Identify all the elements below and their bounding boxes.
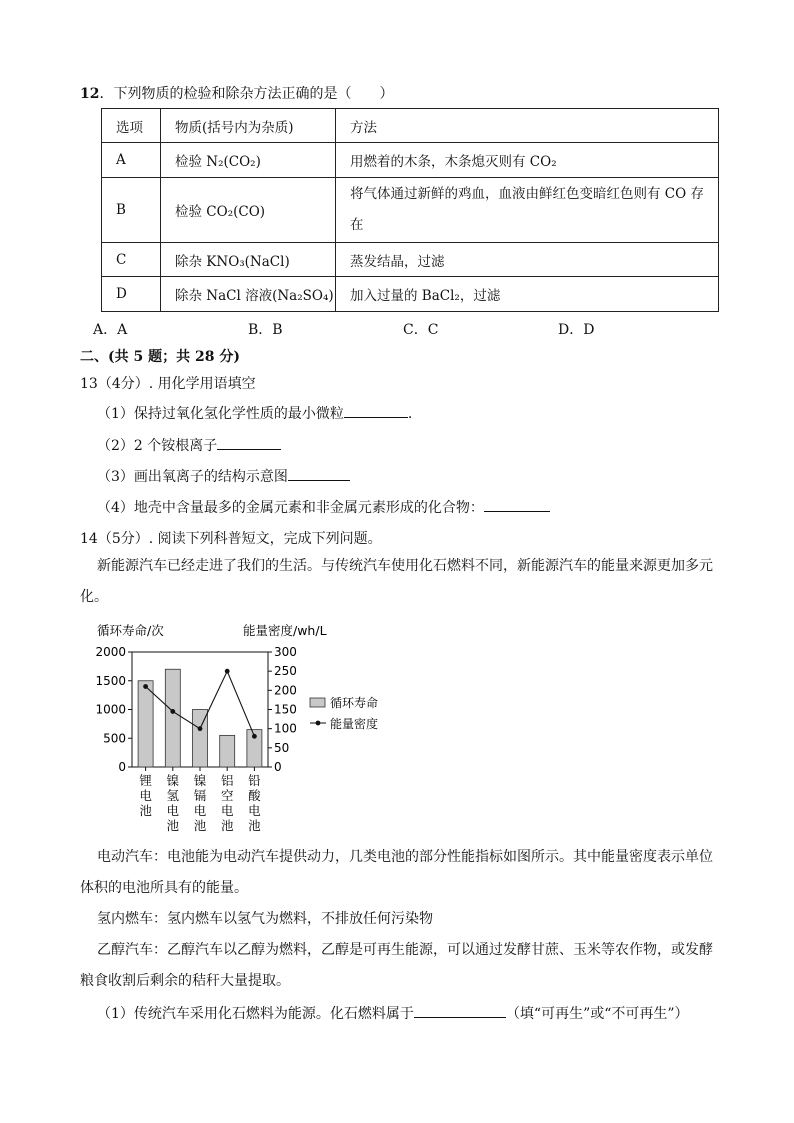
- q13-item-3: [97, 466, 350, 486]
- row-option: D: [102, 277, 161, 312]
- row-option: C: [102, 243, 161, 277]
- category-label-char: 池: [193, 818, 207, 833]
- right-tick-label: 150: [274, 702, 297, 717]
- right-tick-label: 300: [274, 645, 297, 659]
- table-row: [102, 277, 719, 312]
- category-label-char: 池: [220, 818, 234, 833]
- answer-blank[interactable]: [414, 1003, 506, 1018]
- q13-item-1: [97, 403, 412, 423]
- energy-density-point: [143, 684, 148, 689]
- category-label-char: 池: [166, 818, 180, 833]
- q14-hydrogen: 氢内燃车：氢内燃车以氢气为燃料，不排放任何污染物: [97, 911, 433, 927]
- battery-chart: [90, 618, 420, 843]
- table-row: [102, 243, 719, 277]
- q13-stem: 13（4分）. 用化学用语填空: [80, 376, 256, 392]
- right-axis-label: 能量密度/wh/L: [243, 623, 327, 638]
- choice-d[interactable]: D．D: [558, 322, 595, 338]
- q13-item-1-text: （1）保持过氧化氢化学性质的最小微粒: [97, 406, 344, 422]
- category-label-char: 池: [139, 803, 152, 818]
- right-tick-label: 250: [274, 664, 297, 679]
- q13-item-1-end: .: [407, 406, 413, 422]
- left-tick-label: 0: [118, 760, 126, 774]
- legend-bar-swatch: [310, 698, 325, 707]
- table-row: [102, 178, 719, 243]
- q14-sub-1-suffix: （填“可再生”或“不可再生”）: [505, 1006, 689, 1022]
- answer-blank[interactable]: [288, 466, 350, 481]
- q12-table: [101, 108, 719, 312]
- category-label-char: 空: [220, 788, 234, 803]
- category-label-char: 电: [220, 803, 234, 818]
- q13-item-2-text: （2）2 个铵根离子: [97, 438, 218, 454]
- category-label-char: 电: [248, 803, 261, 818]
- row-substance: 检验 CO₂(CO): [161, 178, 336, 243]
- bar: [220, 735, 235, 767]
- choice-c[interactable]: C．C: [403, 322, 439, 338]
- header-substance: 物质(括号内为杂质): [161, 109, 336, 143]
- category-label-char: 铝: [220, 773, 234, 788]
- q13-item-3-text: （3）画出氧离子的结构示意图: [97, 469, 288, 485]
- q13-item-4-text: （4）地壳中含量最多的金属元素和非金属元素形成的化合物：: [97, 500, 484, 516]
- category-label-char: 酸: [248, 788, 261, 803]
- plot-area: [95, 645, 296, 833]
- left-tick-label: 2000: [95, 645, 126, 659]
- row-substance: 检验 N₂(CO₂): [161, 143, 336, 178]
- q14-intro: 新能源汽车已经走进了我们的生活。与传统汽车使用化石燃料不同，新能源汽车的能量来源更加多元化。: [80, 558, 713, 605]
- energy-density-point: [252, 734, 257, 739]
- section-heading: 二、(共 5 题；共 28 分): [80, 349, 240, 365]
- row-method: 加入过量的 BaCl₂，过滤: [336, 277, 719, 312]
- right-tick-label: 50: [274, 740, 290, 755]
- right-tick-label: 200: [274, 683, 297, 698]
- q14-sub-1-prefix: （1）传统汽车采用化石燃料为能源。化石燃料属于: [97, 1006, 414, 1022]
- row-option: A: [102, 143, 161, 178]
- row-method: 用燃着的木条，木条熄灭则有 CO₂: [336, 143, 719, 178]
- q14-electric: 电动汽车：电池能为电动汽车提供动力，几类电池的部分性能指标如图所示。其中能量密度表示单位体积的电池所具有的能量。: [80, 849, 713, 896]
- table-row: [102, 143, 719, 178]
- left-tick-label: 1500: [95, 673, 126, 688]
- category-label-char: 锂: [139, 773, 152, 788]
- energy-density-point: [225, 669, 230, 674]
- category-label-char: 电: [139, 788, 152, 803]
- bar: [165, 669, 180, 767]
- category-label-char: 镉: [193, 788, 207, 803]
- legend-line-label: 能量密度: [330, 717, 379, 731]
- answer-blank[interactable]: [344, 403, 408, 418]
- left-axis-label: 循环寿命/次: [97, 623, 164, 638]
- category-label-char: 氢: [166, 788, 180, 803]
- row-substance: 除杂 NaCl 溶液(Na₂SO₄): [161, 277, 336, 312]
- q14-sub-1: [97, 1003, 689, 1023]
- q13-item-2: [97, 435, 281, 455]
- energy-density-point: [170, 709, 175, 714]
- energy-density-point: [198, 726, 203, 731]
- table-header-row: [102, 109, 719, 143]
- right-tick-label: 100: [274, 721, 297, 736]
- answer-blank[interactable]: [217, 435, 281, 450]
- row-substance: 除杂 KNO₃(NaCl): [161, 243, 336, 277]
- legend-bar-label: 循环寿命: [330, 696, 379, 710]
- right-tick-label: 0: [274, 760, 282, 774]
- left-tick-label: 500: [103, 731, 126, 746]
- q13-item-4: [97, 497, 550, 517]
- category-label-char: 电: [166, 803, 180, 818]
- bar: [138, 681, 153, 767]
- category-label-char: 镍: [166, 773, 180, 788]
- row-method: 将气体通过新鲜的鸡血，血液由鲜红色变暗红色则有 CO 存在: [336, 178, 719, 243]
- q12-stem: 12．下列物质的检验和除杂方法正确的是（ ）: [80, 86, 394, 102]
- choice-a[interactable]: A．A: [93, 322, 128, 338]
- q14-ethanol: 乙醇汽车：乙醇汽车以乙醇为燃料，乙醇是可再生能源，可以通过发酵甘蔗、玉米等农作物，或发酵粮食收割后剩余的秸秆大量提取。: [80, 942, 713, 989]
- legend-line-marker: [316, 721, 321, 726]
- category-label-char: 镍: [193, 773, 207, 788]
- answer-blank[interactable]: [484, 497, 550, 512]
- header-method: 方法: [336, 109, 719, 143]
- category-label-char: 池: [248, 818, 261, 833]
- category-label-char: 铅: [248, 773, 261, 788]
- header-option: 选项: [102, 109, 161, 143]
- choice-b[interactable]: B．B: [248, 322, 283, 338]
- left-tick-label: 1000: [95, 702, 126, 717]
- row-method: 蒸发结晶，过滤: [336, 243, 719, 277]
- category-label-char: 电: [193, 803, 207, 818]
- row-option: B: [102, 178, 161, 243]
- q14-stem: 14（5分）. 阅读下列科普短文，完成下列问题。: [80, 531, 382, 547]
